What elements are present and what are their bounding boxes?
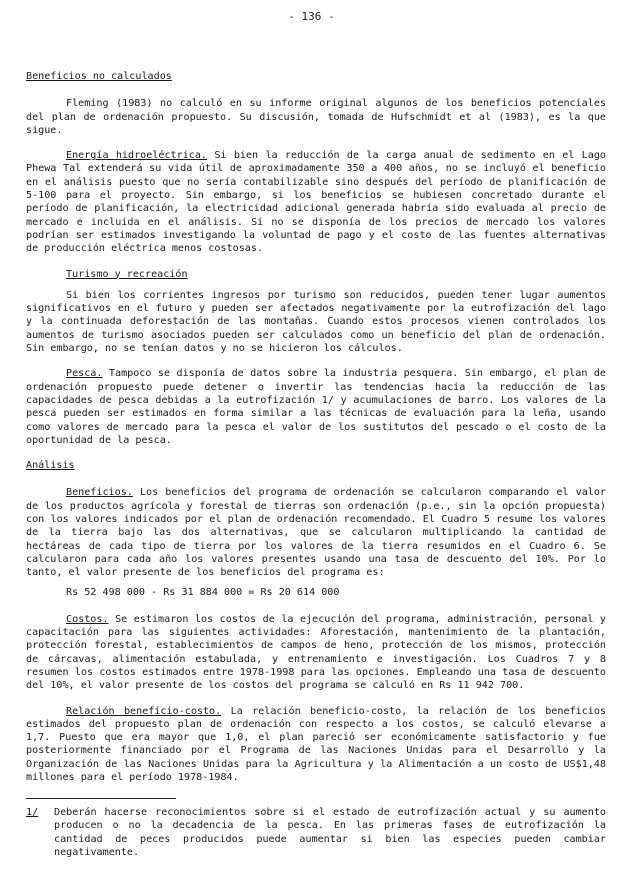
section-heading-analisis: Análisis: [26, 460, 75, 472]
subheading-costos: Costos.: [66, 613, 109, 625]
section-heading-beneficios-no-calculados: Beneficios no calculados: [26, 71, 172, 82]
paragraph-costos: [26, 613, 606, 693]
subheading-turismo-line: [26, 268, 606, 281]
footnote-divider: [26, 798, 176, 799]
present-value-formula: Rs 52 498 000 - Rs 31 884 000 = Rs 20 614 000: [66, 586, 340, 598]
document-body: [26, 70, 606, 796]
paragraph-energia: [26, 149, 606, 255]
subheading-turismo: Turismo y recreación: [66, 268, 188, 280]
subheading-beneficios: Beneficios.: [66, 487, 133, 499]
subheading-relacion: Relación beneficio-costo.: [66, 705, 222, 717]
costos-text: Se estimaron los costos de la ejecución del programa, administración, personal y capacitación para las siguientes actividades: Aforestación, mantenimiento de la plantación, protección forestal, establecimientos de campos de heno, protección de los mismos, protección de cárcavas, alimentación estabulada, y entrenamiento e investigación. Los Cuadros 7 y 8 resumen los costos estimados entre 1978-1998 para las opciones. Empleando una tasa de descuento del 10%, el valor presente de los costos del programa se calculó en Rs 11 942 700.: [26, 613, 607, 692]
pesca-text: Tampoco se disponía de datos sobre la industria pesquera. Sin embargo, el plan de ordenación propuesto puede detener o invertir las tendencias hacia la reducción de las capacidades de pesca debidas a la eutrofización 1/ y acumulaciones de barro. Los valores de la pesca pueden ser estimados en forma similar a las técnicas de evaluación para la leña, usando como valores de mercado para la pesca el valor de los sustitutos del pescado o el costo de la oportunidad de la pesca.: [26, 368, 607, 446]
paragraph-relacion: [26, 705, 606, 785]
subheading-energia: Energía hidroeléctrica.: [66, 150, 208, 162]
relacion-text: La relación beneficio-costo, la relación de los beneficios estimados del propuesto plan de ordenación con respecto a los costos, se calculó elevarse a 1,7. Puesto que era mayor que 1,0, el plan pareció ser económicamente satisfactorio y fue posteriormente financiado por el Programa de las Naciones Unidas para el Desarrollo y la Organización de las Naciones Unidas para la Agricultura y la Alimentación a un costo de US$1,48 millones para el período 1978-1984.: [26, 705, 606, 784]
footnote: [26, 806, 606, 859]
page-number: - 136 -: [288, 10, 335, 23]
beneficios-text: Los beneficios del programa de ordenación se calcularon comparando el valor de los productos agrícola y forestal de tierras son ordenación (p.e., sin la opción propuesta) con los valores indicados por el plan de ordenación recomendado. El Cuadro 5 resume los valores de la tierra bajo las dos alternativas, que se calcularon multiplicando la cantidad de hectáreas de cada tipo de tierra por los valores de la tierra resumidos en el Cuadro 6. Se calcularon para cada año los valores presentes usando una tasa de descuento del 10%. Por lo tanto, el valor presente de los beneficios del programa es:: [26, 487, 606, 579]
footnote-mark: 1/: [26, 807, 39, 818]
paragraph-intro: Fleming (1983) no calculó en su informe original algunos de los beneficios potenciales del plan de ordenación propuesto. Su discusión, tomada de Hufschmidt et al (1983), es la que sigue.: [26, 98, 606, 136]
footnote-text: Deberán hacerse reconocimientos sobre si el estado de eutrofización actual y su aumento producen o no la decadencia de la pesca. En las primeras fases de eutrofización la cantidad de peces producidos puede aumentar si bien las especies pueden cambiar negativamente.: [54, 807, 606, 858]
subheading-pesca: Pesca.: [66, 368, 103, 380]
paragraph-turismo: Si bien los corrientes ingresos por turismo son reducidos, pueden tener lugar aumentos significativos en el futuro y pueden ser afectados negativamente por la eutrofización del lago y la continuada deforestación de las montañas. Cuando estos procesos vienen controlados los aumentos de turismo asociados pueden ser calculados como un beneficio del plan de ordenación. Sin embargo, no se tenían datos y no se hicieron los cálculos.: [26, 289, 606, 355]
paragraph-beneficios: [26, 486, 606, 579]
paragraph-pesca: [26, 367, 606, 447]
energia-text: Si bien la reducción de la carga anual de sedimento en el Lago Phewa Tal extenderá su vida útil de aproximadamente 350 a 400 años, no se incluyó el beneficio en el análisis puesto que no sería contabilizable sino después del período de planificación de 5-100 para el proyecto. Sin embargo, si los beneficios se hubiesen concretado durante el período de planificación, la electricidad adicional generada habría sido evaluada al precio de mercado e incluida en el análisis. Si no se disponía de los precios de mercado los valores podrían ser estimados investigando la voluntad de pago y el costo de las fuentes alternativas de producción eléctrica menos costosas.: [26, 150, 606, 255]
